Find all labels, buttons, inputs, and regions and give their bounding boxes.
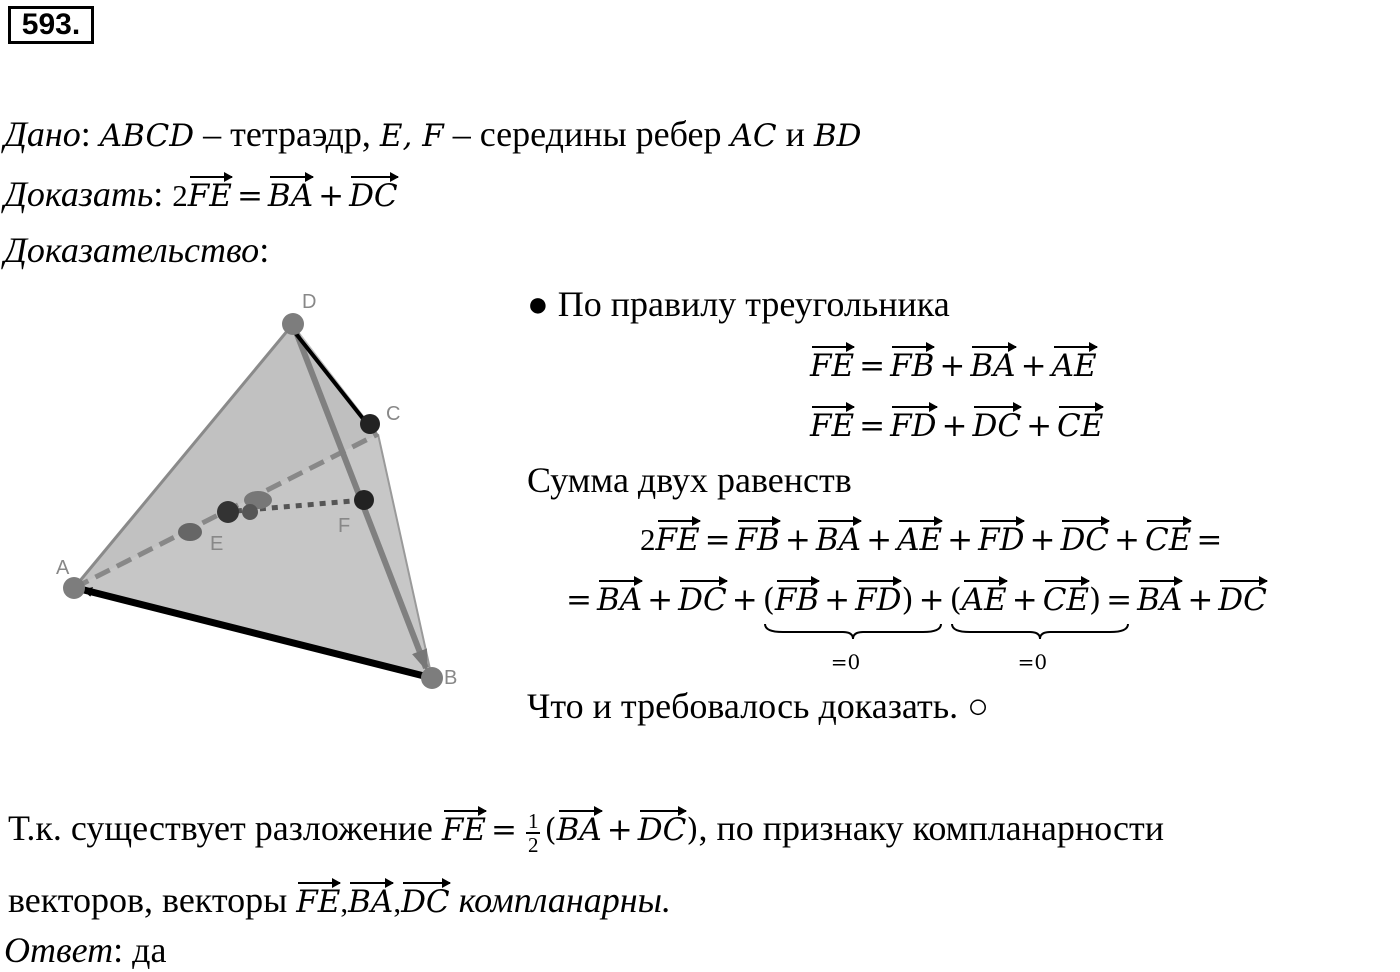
coplanar-vec-1: FE: [296, 881, 340, 918]
eq2-t1: FD: [890, 405, 936, 442]
underbrace-1: [763, 622, 943, 640]
marker-ae: [178, 523, 202, 541]
given-subject: ABCD: [99, 118, 195, 154]
given-edge1: AC: [730, 118, 777, 154]
sum1-term-4: FD: [978, 519, 1024, 556]
given-line: Дано: ABCD – тетраэдр, E, F – середины ребер AC и BD: [4, 114, 862, 154]
given-edge2: BD: [813, 118, 862, 154]
given-dash1: – тетраэдр,: [194, 114, 380, 154]
sum2-t1: BA: [597, 579, 642, 616]
coplanar-vec-2: BA: [348, 881, 393, 918]
proof-label-line: Доказательство:: [4, 230, 270, 270]
sum2-g1a: FB: [775, 579, 819, 616]
conclusion-line-1: Т.к. существует разложение FE = $\frac{1}{2}$ (BA + DC), по признаку компланарности: [8, 808, 1165, 857]
eq2-t3: CE: [1057, 405, 1103, 442]
conclusion-inner-1: BA: [557, 809, 602, 846]
problem-number: 593.: [8, 6, 94, 44]
vertex-b: [421, 667, 443, 689]
prove-label: Доказать: [4, 174, 154, 214]
sum2-g2b: CE: [1043, 579, 1089, 616]
label-d: D: [302, 291, 317, 313]
sum1-term-6: CE: [1145, 519, 1191, 556]
sum2-r1: BA: [1137, 579, 1182, 616]
point-f: [354, 490, 374, 510]
tetrahedron-figure: [40, 280, 480, 700]
prove-v1-vector: BA: [268, 175, 313, 212]
label-b: B: [444, 667, 458, 689]
eq1-lhs: FE: [810, 345, 854, 382]
vertex-a: [63, 577, 85, 599]
zero-label-1: =0: [830, 650, 861, 674]
eq2-lhs: FE: [810, 405, 854, 442]
frac-numerator: 1: [527, 808, 539, 833]
label-a: A: [56, 557, 70, 579]
label-c: C: [386, 403, 401, 425]
group-2: (AE + CE) =0: [950, 578, 1102, 622]
prove-lhs-vector: FE: [188, 175, 232, 212]
equation-2: FE = FD + DC + CE: [810, 404, 1103, 448]
rule-line: ● По правилу треугольника: [527, 284, 950, 324]
sum-equation-2: = BA + DC + (FB + FD) =0 + (AE + CE) =0 = BA + DC: [566, 578, 1267, 622]
prove-coef: 2: [172, 178, 188, 213]
conclusion-line2-post: компланарны.: [449, 880, 671, 920]
conclusion-vec: FE: [442, 809, 486, 846]
eq1-t3: AE: [1052, 345, 1097, 382]
conclusion-post: , по признаку компланарности: [698, 808, 1165, 848]
label-e: E: [210, 533, 224, 555]
sum1-term-5: DC: [1060, 519, 1109, 556]
one-half-fraction: [526, 810, 541, 856]
sum2-r2: DC: [1218, 579, 1267, 616]
point-e-shadow: [242, 504, 258, 520]
sum-label: Сумма двух равенств: [527, 460, 852, 500]
sum1-coef: 2: [640, 522, 656, 557]
prove-v2-vector: DC: [349, 175, 398, 212]
sum2-g2a: AE: [962, 579, 1007, 616]
answer-line: Ответ: да: [4, 930, 167, 970]
vertex-d: [282, 313, 304, 335]
underbrace-2: [950, 622, 1130, 640]
eq1-t2: BA: [970, 345, 1015, 382]
sum2-g1b: FD: [855, 579, 901, 616]
conclusion-line2-pre: векторов, векторы: [8, 880, 297, 920]
sum1-term-3: AE: [897, 519, 942, 556]
point-e: [217, 501, 239, 523]
vertex-c: [360, 414, 380, 434]
sum2-t2: DC: [678, 579, 727, 616]
qed-line: Что и требовалось доказать. ○: [527, 686, 989, 726]
conclusion-line-2: векторов, векторы FE,BA,DC компланарны.: [8, 880, 671, 920]
given-points: E, F: [379, 118, 444, 154]
sum1-lhs: FE: [656, 519, 700, 556]
sum1-term-1: FB: [736, 519, 780, 556]
conclusion-pre: Т.к. существует разложение: [8, 808, 442, 848]
sum-equation-1: 2FE = FB + BA + AE + FD + DC + CE =: [640, 518, 1227, 562]
given-dash2: – середины ребер: [443, 114, 731, 154]
answer-label: Ответ: [4, 930, 114, 970]
given-label: Дано: [4, 114, 81, 154]
zero-label-2: =0: [1017, 650, 1048, 674]
label-f: F: [338, 515, 351, 537]
eq2-t2: DC: [972, 405, 1021, 442]
given-and: и: [776, 114, 814, 154]
sum1-term-2: BA: [816, 519, 861, 556]
prove-line: Доказать: 2FE = BA + DC: [4, 174, 398, 214]
answer-value: да: [132, 930, 167, 970]
eq1-t1: FB: [890, 345, 934, 382]
equation-1: FE = FB + BA + AE: [810, 344, 1097, 388]
coplanar-vec-3: DC: [401, 881, 450, 918]
conclusion-inner-2: DC: [638, 809, 687, 846]
group-1: (FB + FD) =0: [763, 578, 914, 622]
proof-label: Доказательство: [4, 230, 260, 270]
frac-denominator: 2: [527, 832, 539, 857]
